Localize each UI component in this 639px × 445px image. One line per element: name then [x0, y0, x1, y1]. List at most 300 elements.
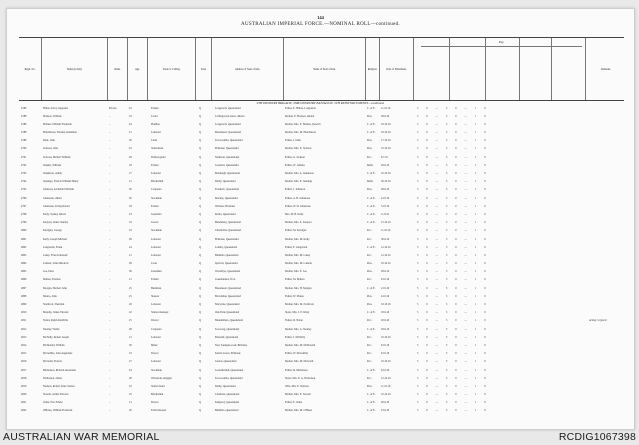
address-cell: Toowoomba, Queensland: [215, 376, 243, 380]
next-of-kin-cell: Father, W. McGuiffie: [285, 352, 308, 356]
pay-figures-cell: 5 0 — 5 0 — 1 0: [417, 311, 490, 315]
age-cell: 28: [129, 327, 132, 331]
regtl-number-cell: 4803: [21, 253, 27, 257]
address-cell: Longreach, Queensland: [215, 122, 241, 126]
rank-cell: ..: [109, 229, 111, 233]
trade-cell: Farmer: [151, 163, 159, 167]
enlistment-date-cell: 10.10.16: [381, 393, 391, 397]
soldier-name-cell: Michelson, Richard Alexander: [43, 368, 76, 372]
regtl-number-cell: 4808: [21, 294, 27, 298]
regtl-number-cell: 4817: [21, 368, 27, 372]
pay-figures-cell: 5 0 — 5 0 — 1 0: [417, 401, 490, 405]
soldier-name-cell: McDonald, William: [43, 343, 65, 347]
soldier-name-cell: Jenkinson, Arthur: [43, 172, 63, 175]
table-row: [19, 262, 624, 270]
trade-cell: Labourer: [151, 131, 161, 135]
header-remarks: Remarks.: [585, 38, 626, 100]
soldier-name-cell: Northcott, Sheridan: [43, 303, 65, 306]
pay-figures-cell: 5 0 — 5 0 — 1 0: [417, 245, 490, 249]
rank-cell: ..: [109, 409, 111, 413]
pay-figures-cell: 5 0 — 5 0 — 1 0: [417, 131, 490, 135]
regtl-number-cell: 4810: [21, 311, 27, 315]
pay-figures-cell: 5 0 — 5 0 — 1 0: [417, 376, 490, 380]
rank-cell: ..: [109, 335, 111, 339]
next-of-kin-cell: Father, F. Langstreth: [285, 245, 308, 249]
regtl-number-cell: 4801: [21, 237, 27, 241]
rank-cell: ..: [109, 180, 111, 184]
religion-cell: R.C.: [367, 278, 372, 282]
regtl-number-cell: 4788: [21, 131, 27, 135]
next-of-kin-cell: Father, J. Dark: [285, 139, 301, 143]
age-cell: 25: [129, 319, 132, 323]
regtl-number-cell: 4804: [21, 262, 27, 266]
trade-cell: Stationman: [151, 147, 164, 151]
rank-cell: ..: [109, 253, 111, 257]
religion-cell: C. of E.: [367, 393, 376, 397]
header-address: Address of Next of Kin.: [211, 38, 283, 100]
table-row: [19, 212, 624, 220]
regtl-number-cell: 4797: [21, 204, 27, 208]
age-cell: 24: [129, 245, 132, 249]
state-cell: Q: [199, 327, 201, 331]
religion-cell: Pres.: [367, 147, 373, 151]
table-row: [19, 352, 624, 360]
next-of-kin-cell: Mother, Mrs. E. Holden, Ipswich: [285, 122, 321, 126]
trade-cell: Labourer: [151, 245, 161, 249]
enlistment-date-cell: 12.10.16: [381, 253, 391, 257]
address-cell: Brisbane, Queensland: [215, 237, 239, 241]
regtl-number-cell: 4807: [21, 286, 27, 290]
next-of-kin-cell: Mother, Mrs. A. Jenkinson: [285, 172, 314, 175]
state-cell: Q: [199, 409, 201, 413]
religion-cell: R.C.: [367, 237, 372, 241]
address-cell: Longreach, Queensland: [215, 106, 241, 110]
next-of-kin-cell: Father, E. Hilton, Longreach: [285, 106, 316, 110]
trade-cell: Stockman: [151, 229, 162, 233]
trade-cell: Drover: [151, 401, 159, 405]
age-cell: 23: [129, 212, 132, 216]
soldier-name-cell: Lee, Peter: [43, 270, 54, 274]
age-cell: 20: [129, 196, 132, 200]
address-cell: Kelvin Grove, Brisbane: [215, 352, 241, 356]
religion-cell: Meth.: [367, 180, 374, 184]
enlistment-date-cell: 30.10.16: [381, 180, 391, 184]
state-cell: Q: [199, 204, 201, 208]
next-of-kin-cell: Father, E. Orme: [285, 401, 303, 405]
pay-figures-cell: 5 0 — 5 0 — 1 0: [417, 237, 490, 241]
header-rank: Rank.: [107, 38, 127, 100]
age-cell: 20: [129, 409, 132, 413]
religion-cell: C. of E.: [367, 368, 376, 372]
rank-cell: ..: [109, 352, 111, 356]
enlistment-date-cell: 11.10.16: [381, 384, 391, 388]
religion-cell: Pres.: [367, 384, 373, 388]
table-row: [19, 376, 624, 384]
enlistment-date-cell: 17.10.16: [381, 139, 391, 143]
table-row: [19, 180, 624, 188]
regtl-number-cell: 4789: [21, 139, 27, 143]
header-pay: Pay.: [421, 38, 582, 47]
address-cell: Barcaldine, Queensland: [215, 294, 241, 298]
table-row: [19, 155, 624, 163]
religion-cell: R.C.: [367, 352, 372, 356]
state-cell: Q: [199, 376, 201, 380]
regtl-number-cell: 4791: [21, 155, 27, 159]
pay-figures-cell: 5 0 — 5 0 — 1 0: [417, 352, 490, 356]
rank-cell: ..: [109, 155, 111, 159]
rank-cell: ..: [109, 319, 111, 323]
trade-cell: Farmer: [151, 106, 159, 110]
next-of-kin-cell: Mother, E. Hodson, Albion: [285, 114, 315, 118]
table-row: [19, 204, 624, 212]
table-row: [19, 303, 624, 311]
address-cell: Windsor, Brisbane: [215, 204, 235, 208]
trade-cell: Journalist: [151, 212, 162, 216]
trade-cell: Clerk: [151, 139, 157, 143]
enlistment-date-cell: 15.10.16: [381, 221, 391, 225]
rank-cell: ..: [109, 286, 111, 290]
state-cell: Q: [199, 270, 201, 274]
table-row: [19, 311, 624, 319]
soldier-name-cell: Hodson, William: [43, 114, 62, 118]
next-of-kin-cell: Father, W. Jenkins: [285, 163, 305, 167]
rank-cell: ..: [109, 163, 111, 167]
soldier-name-cell: Nolan, Ralph Radcliffe: [43, 319, 68, 323]
regtl-number-cell: 4809: [21, 303, 27, 306]
next-of-kin-cell: Mother, Mrs. M. McGrath: [285, 360, 314, 364]
next-of-kin-cell: Mother, Mrs. M. Northcott: [285, 303, 314, 306]
address-cell: Emerald, Queensland: [215, 335, 239, 339]
rank-cell: ..: [109, 393, 111, 397]
pay-figures-cell: 5 0 — 5 0 — 1 0: [417, 147, 490, 151]
rank-cell: ..: [109, 196, 111, 200]
religion-cell: R.C.: [367, 343, 372, 347]
pay-figures-cell: 5 0 — 5 0 — 1 0: [417, 343, 490, 347]
address-cell: Roma, Queensland: [215, 212, 236, 216]
table-row: [19, 122, 624, 130]
soldier-name-cell: Morgan, Herbert John: [43, 286, 67, 290]
address-cell: Goomeri, Queensland: [215, 163, 239, 167]
trade-cell: Shearer: [151, 294, 160, 298]
pay-figures-cell: 5 0 — 5 0 — 1 0: [417, 409, 490, 413]
header-state: State: [195, 38, 211, 100]
state-cell: Q: [199, 278, 201, 282]
trade-cell: Linesman: [151, 270, 162, 274]
rank-cell: ..: [109, 401, 111, 405]
enlistment-date-cell: 8.7.16: [381, 155, 388, 159]
pay-figures-cell: 5 0 — 5 0 — 1 0: [417, 188, 490, 192]
address-cell: Gatton, Queensland: [215, 360, 237, 364]
next-of-kin-cell: Mother, Mrs. A. Kenyon: [285, 221, 312, 225]
enlistment-date-cell: 29.9.16: [381, 327, 390, 331]
enlistment-date-cell: 18.10.16: [381, 122, 391, 126]
address-cell: Mundubbera, Queensland: [215, 319, 243, 323]
enlistment-date-cell: 23.9.16: [381, 409, 390, 413]
age-cell: 24: [129, 368, 132, 372]
trade-cell: Farmer: [151, 278, 159, 282]
next-of-kin-cell: Mother, Mrs. M. McDonald: [285, 343, 316, 347]
address-cell: Charleville, Queensland: [215, 229, 241, 233]
trade-cell: Station hand: [151, 384, 165, 388]
address-cell: Mackay, Queensland: [215, 196, 238, 200]
page-number: 144: [317, 15, 324, 20]
table-row: [19, 319, 624, 327]
next-of-kin-cell: Sister, Mrs. J. E. Riley: [285, 311, 310, 315]
address-cell: Maryvale, Queensland: [215, 303, 240, 306]
enlistment-date-cell: 18.9.16: [381, 311, 390, 315]
address-cell: Oak Park, Queensland: [215, 311, 240, 315]
rank-cell: ..: [109, 384, 111, 388]
table-row: [19, 221, 624, 229]
enlistment-date-cell: 16.10.16: [381, 360, 391, 364]
enlistment-date-cell: 11.10.16: [381, 106, 391, 110]
pay-figures-cell: 5 0 — 5 0 — 1 0: [417, 278, 490, 282]
pay-figures-cell: 5 0 — 5 0 — 1 0: [417, 286, 490, 290]
table-row: [19, 278, 624, 286]
regtl-number-cell: 4802: [21, 245, 27, 249]
next-of-kin-cell: Mother, Mrs. H. Morgan: [285, 286, 312, 290]
religion-cell: Pres.: [367, 270, 373, 274]
state-cell: Q: [199, 106, 201, 110]
religion-cell: C. of E.: [367, 245, 376, 249]
religion-cell: C. of E.: [367, 212, 376, 216]
address-cell: Bulimba, Queensland: [215, 409, 239, 413]
rank-cell: ..: [109, 343, 111, 347]
soldier-name-cell: Orme, Eric Edwin: [43, 401, 63, 405]
trade-cell: Stockman: [151, 368, 162, 372]
next-of-kin-cell: Father, M. Mahon: [285, 278, 305, 282]
table-row: [19, 286, 624, 294]
soldier-name-cell: Kerrigan, George: [43, 229, 62, 233]
soldier-name-cell: McNally, Robert Joseph: [43, 335, 70, 339]
state-cell: Q: [199, 253, 201, 257]
state-cell: Q: [199, 131, 201, 135]
table-row: [19, 401, 624, 409]
address-cell: Laidley, Queensland: [215, 245, 238, 249]
age-cell: 21: [129, 131, 132, 135]
trade-cell: Farmer: [151, 204, 159, 208]
table-row: [19, 131, 624, 139]
next-of-kin-cell: Mother, Mrs. M. O'Brien: [285, 409, 312, 413]
pay-figures-cell: 5 0 — 5 0 — 1 0: [417, 221, 490, 225]
soldier-name-cell: O'Brien, William Frederick: [43, 409, 73, 413]
soldier-name-cell: Jackson, John: [43, 147, 58, 151]
next-of-kin-cell: Mother, Mrs. M. Kelly: [285, 237, 310, 241]
religion-cell: Pres.: [367, 303, 373, 306]
trade-cell: Blacksmith: [151, 180, 164, 184]
trade-cell: Drover: [151, 352, 159, 356]
state-cell: Q: [199, 163, 201, 167]
rank-cell: ..: [109, 122, 111, 126]
address-cell: Bundaberg, Queensland: [215, 221, 241, 225]
trade-cell: Bushman: [151, 286, 162, 290]
regtl-number-cell: 4793: [21, 172, 27, 175]
age-cell: 22: [129, 384, 132, 388]
enlistment-date-cell: 10.10.16: [381, 335, 391, 339]
document-page: [6, 8, 635, 430]
enlistment-date-cell: 9.10.16: [381, 352, 390, 356]
trade-cell: Carter: [151, 114, 158, 118]
table-row: [19, 163, 624, 171]
trade-cell: Labourer: [151, 253, 161, 257]
soldier-name-cell: Lamont, John Murdoch: [43, 262, 69, 266]
enlistment-date-cell: 6.10.16: [381, 368, 390, 372]
age-cell: 27: [129, 172, 132, 175]
regtl-number-cell: 4788: [21, 114, 27, 118]
regtl-number-cell: 4806: [21, 278, 27, 282]
rank-cell: ..: [109, 221, 111, 225]
header-enlistment: Date of Enlistment.: [379, 38, 413, 100]
religion-cell: C. of E.: [367, 196, 376, 200]
address-cell: Beaudesert, Queensland: [215, 286, 241, 290]
state-cell: Q: [199, 245, 201, 249]
state-cell: Q: [199, 147, 201, 151]
remarks-cell: Acting Corporal: [589, 319, 607, 323]
soldier-name-cell: Hilton, Percy Augustus: [43, 106, 69, 110]
state-cell: Q: [199, 180, 201, 184]
pay-figures-cell: 5 0 — 5 0 — 1 0: [417, 335, 490, 339]
next-of-kin-cell: Sister, Mrs. E. A. Nicholson: [285, 376, 316, 380]
state-cell: Q: [199, 352, 201, 356]
rank-cell: ..: [109, 212, 111, 216]
enlistment-date-cell: 26.9.16: [381, 401, 390, 405]
religion-cell: Pres.: [367, 294, 373, 298]
religion-cell: C. of E.: [367, 401, 376, 405]
enlistment-date-cell: 5.10.16: [381, 204, 390, 208]
address-cell: Beaudesert, Queensland: [215, 131, 241, 135]
address-cell: Bulimba, Queensland: [215, 253, 239, 257]
table-row: [19, 172, 624, 180]
religion-cell: C. of E.: [367, 327, 376, 331]
age-cell: 20: [129, 303, 132, 306]
trade-cell: Blacksmith: [151, 393, 164, 397]
regtl-number-cell: 4815: [21, 352, 27, 356]
next-of-kin-cell: Father, W. D. Johnstone: [285, 204, 311, 208]
regtl-number-cell: 4821: [21, 401, 27, 405]
age-cell: 18: [129, 204, 132, 208]
regtl-number-cell: 4811: [21, 319, 27, 323]
state-cell: Q: [199, 262, 201, 266]
table-row: [19, 114, 624, 122]
enlistment-date-cell: 16.10.16: [381, 262, 391, 266]
state-cell: Q: [199, 237, 201, 241]
table-row: [19, 343, 624, 351]
next-of-kin-cell: Father, R. Nolan: [285, 319, 303, 323]
religion-cell: R.C.: [367, 376, 372, 380]
soldier-name-cell: Dark, John: [43, 139, 55, 143]
watermark-right: RCDIG1067398: [558, 431, 636, 443]
table-row: [19, 270, 624, 278]
religion-cell: C. of E.: [367, 204, 376, 208]
table-row: [19, 147, 624, 155]
rank-cell: ..: [109, 270, 111, 274]
enlistment-date-cell: 16.10.16: [381, 303, 391, 306]
next-of-kin-cell: Mother, Mrs. E. Lee: [285, 270, 307, 274]
pay-figures-cell: 5 0 — 5 0 — 1 0: [417, 270, 490, 274]
religion-cell: C. of E.: [367, 122, 376, 126]
enlistment-date-cell: 9.10.16: [381, 278, 390, 282]
regtl-number-cell: 4813: [21, 335, 27, 339]
regtl-number-cell: 4786: [21, 122, 27, 126]
age-cell: 21: [129, 180, 132, 184]
age-cell: 30: [129, 343, 132, 347]
age-cell: 20: [129, 139, 132, 143]
regtl-number-cell: 4820: [21, 393, 27, 397]
trade-cell: Labourer: [151, 360, 161, 364]
rank-cell: ..: [109, 237, 111, 241]
state-cell: Q: [199, 122, 201, 126]
trade-cell: Stockman: [151, 196, 162, 200]
age-cell: 22: [129, 106, 132, 110]
state-cell: Q: [199, 335, 201, 339]
regtl-number-cell: 4816: [21, 360, 27, 364]
soldier-name-cell: McGrath, Francis: [43, 360, 62, 364]
age-cell: 21: [129, 401, 132, 405]
section-heading: 9TH INFANTRY BRIGADE, 33RD INFANTRY BATTALION, 5TH REINFORCEMENTS—continued.: [256, 101, 385, 105]
religion-cell: Meth.: [367, 163, 374, 167]
age-cell: 22: [129, 229, 132, 233]
state-cell: Q: [199, 221, 201, 225]
age-cell: 28: [129, 376, 132, 380]
header-age: Age.: [127, 38, 147, 100]
soldier-name-cell: Lahey, Francis Russell: [43, 253, 68, 257]
soldier-name-cell: Neilson, Robert John Charles: [43, 384, 75, 388]
age-cell: 25: [129, 294, 132, 298]
table-row: [19, 106, 624, 114]
soldier-name-cell: Munro, John: [43, 294, 57, 298]
enlistment-date-cell: 12.10.16: [381, 245, 391, 249]
regtl-number-cell: 4796: [21, 196, 27, 200]
next-of-kin-cell: Father, W. Munro: [285, 294, 305, 298]
soldier-name-cell: Nowell, Arthur Edward: [43, 393, 69, 397]
address-cell: Nambour, Queensland: [215, 155, 240, 159]
next-of-kin-cell: Mother, Mrs. E. Jackson: [285, 147, 312, 151]
religion-cell: R.C.: [367, 319, 372, 323]
rank-cell: Private: [109, 106, 117, 110]
regtl-number-cell: 4812: [21, 327, 27, 331]
address-cell: Dalby, Queensland: [215, 384, 236, 388]
regtl-number-cell: 4814: [21, 343, 27, 347]
regtl-number-cell: 4780: [21, 106, 27, 110]
regtl-number-cell: 4798: [21, 212, 27, 216]
next-of-kin-cell: Mother, Mrs. E. Nowell: [285, 393, 311, 397]
soldier-name-cell: Kenyon, James Stanley: [43, 221, 69, 225]
rank-cell: ..: [109, 360, 111, 364]
table-row: [19, 360, 624, 368]
trade-cell: Farm labourer: [151, 409, 167, 413]
next-of-kin-cell: Father, A. B. Johnstone: [285, 196, 311, 200]
next-of-kin-cell: Mother, Mrs. M. Lamont: [285, 262, 312, 266]
religion-cell: R.C.: [367, 253, 372, 257]
age-cell: 30: [129, 188, 132, 192]
rank-cell: ..: [109, 368, 111, 372]
rank-cell: ..: [109, 204, 111, 208]
state-cell: Q: [199, 155, 201, 159]
state-cell: Q: [199, 212, 201, 216]
regtl-number-cell: 4805: [21, 270, 27, 274]
age-cell: 36: [129, 270, 132, 274]
address-cell: Clermont, Queensland: [215, 393, 240, 397]
age-cell: 19: [129, 221, 132, 225]
enlistment-date-cell: 2.10.16: [381, 286, 390, 290]
soldier-name-cell: Johnston, Archibald William: [43, 188, 74, 192]
age-cell: 28: [129, 237, 132, 241]
rank-cell: ..: [109, 147, 111, 151]
trade-cell: Timber-getter: [151, 155, 166, 159]
rank-cell: ..: [109, 311, 111, 315]
regtl-number-cell: 4819: [21, 384, 27, 388]
soldier-name-cell: Jenkins, William: [43, 163, 62, 167]
